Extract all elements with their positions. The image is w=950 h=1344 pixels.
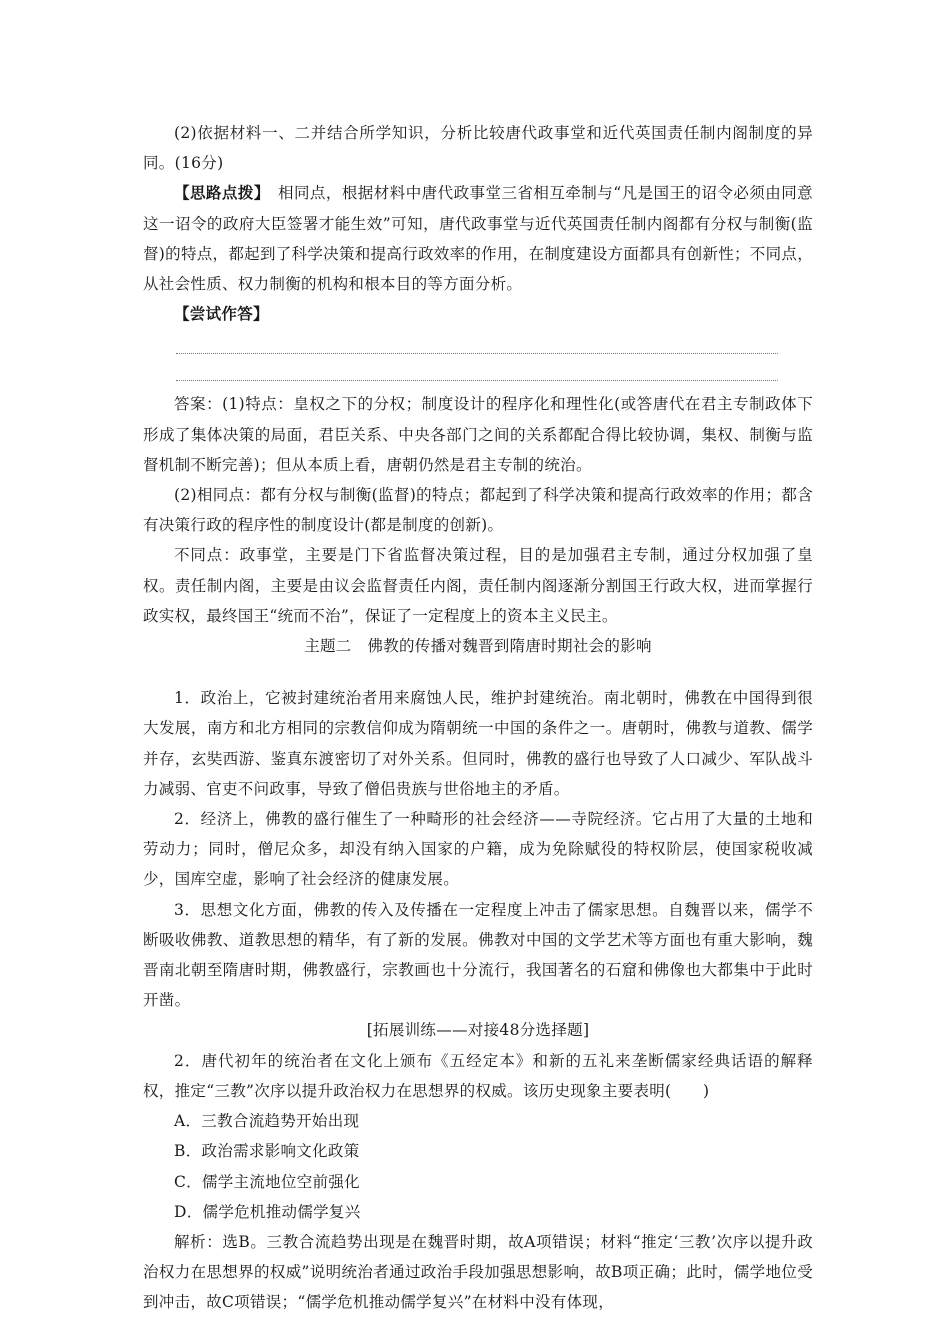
theme-2-title: 主题二 佛教的传播对魏晋到隋唐时期社会的影响	[304, 637, 652, 656]
theme-point-2: 2．经济上，佛教的盛行催生了一种畸形的社会经济——寺院经济。它占用了大量的土地和劳动力；同时，僧尼众多，却没有纳入国家的户籍，成为免除赋役的特权阶层，使国家税收减少，国库空虚，影响了社会经济的健康发展。	[143, 810, 813, 889]
analysis-paragraph: 解析：选B。三教合流趋势出现是在魏晋时期，故A项错误；材料“推定‘三教’次序以提升政治权力在思想界的权威”说明统治者通过政治手段加强思想影响，故B项正确；此时，儒学地位受到冲击，故C项错误；“儒学危机推动儒学复兴”在材料中没有体现，	[143, 1232, 813, 1312]
option-d: D．儒学危机推动儒学复兴	[174, 1202, 361, 1221]
answer-line	[176, 353, 778, 354]
answer-paragraph-1: 答案：(1)特点：皇权之下的分权；制度设计的程序化和理性化(或答唐代在君主专制政体下形成了集体决策的局面，君臣关系、中央各部门之间的关系都配合得比较协调，集权、制衡与监督机制不断完善)；但从本质上看，唐朝仍然是君主专制的统治。	[143, 395, 813, 474]
training-title: [拓展训练——对接48分选择题]	[366, 1021, 590, 1040]
answer-paragraph-2: (2)相同点：都有分权与制衡(监督)的特点；都起到了科学决策和提高行政效率的作用；都含有决策行政的程序性的制度设计(都是制度的创新)。	[143, 486, 813, 535]
try-answer-label: 【尝试作答】	[174, 304, 269, 324]
training-question: 2．唐代初年的统治者在文化上颁布《五经定本》和新的五礼来垄断儒家经典话语的解释权，推定“三教”次序以提升政治权力在思想界的权威。该历史现象主要表明( )	[143, 1051, 813, 1100]
question-2-text: (2)依据材料一、二并结合所学知识，分析比较唐代政事堂和近代英国责任制内阁制度的异同。(16分)	[143, 124, 813, 173]
answer-paragraph-3: 不同点：政事堂，主要是门下省监督决策过程，目的是加强君主专制，通过分权加强了皇权。责任制内阁，主要是由议会监督责任内阁，责任制内阁逐渐分割国王行政大权，进而掌握行政实权，最终国王“统而不治”，保证了一定程度上的资本主义民主。	[143, 546, 813, 625]
hint-paragraph	[143, 178, 813, 299]
theme-point-1: 1．政治上，它被封建统治者用来腐蚀人民，维护封建统治。南北朝时，佛教在中国得到很大发展，南方和北方相同的宗教信仰成为隋朝统一中国的条件之一。唐朝时，佛教与道教、儒学并存，玄奘西游、鉴真东渡密切了对外关系。但同时，佛教的盛行也导致了人口减少、军队战斗力减弱、官吏不问政事，导致了僧侣贵族与世俗地主的矛盾。	[143, 689, 813, 798]
document-body	[143, 118, 813, 1318]
option-c: C．儒学主流地位空前强化	[174, 1172, 360, 1191]
option-a: A．三教合流趋势开始出现	[174, 1112, 360, 1131]
hint-text: 相同点，根据材料中唐代政事堂三省相互牵制与“凡是国王的诏令必须由同意这一诏令的政府大臣签署才能生效”可知，唐代政事堂与近代英国责任制内阁都有分权与制衡(监督)的特点，都起到了科学决策和提高行政效率的作用，在制度建设方面都具有创新性；不同点，从社会性质、权力制衡的机构和根本目的等方面分析。	[143, 184, 813, 294]
hint-label: 【思路点拨】	[174, 183, 263, 203]
theme-point-3: 3．思想文化方面，佛教的传入及传播在一定程度上冲击了儒家思想。自魏晋以来，儒学不断吸收佛教、道教思想的精华，有了新的发展。佛教对中国的文学艺术等方面也有重大影响，魏晋南北朝至隋唐时期，佛教盛行，宗教画也十分流行，我国著名的石窟和佛像也大都集中于此时开凿。	[143, 900, 813, 1010]
answer-line	[176, 380, 778, 381]
option-b: B．政治需求影响文化政策	[174, 1142, 360, 1161]
